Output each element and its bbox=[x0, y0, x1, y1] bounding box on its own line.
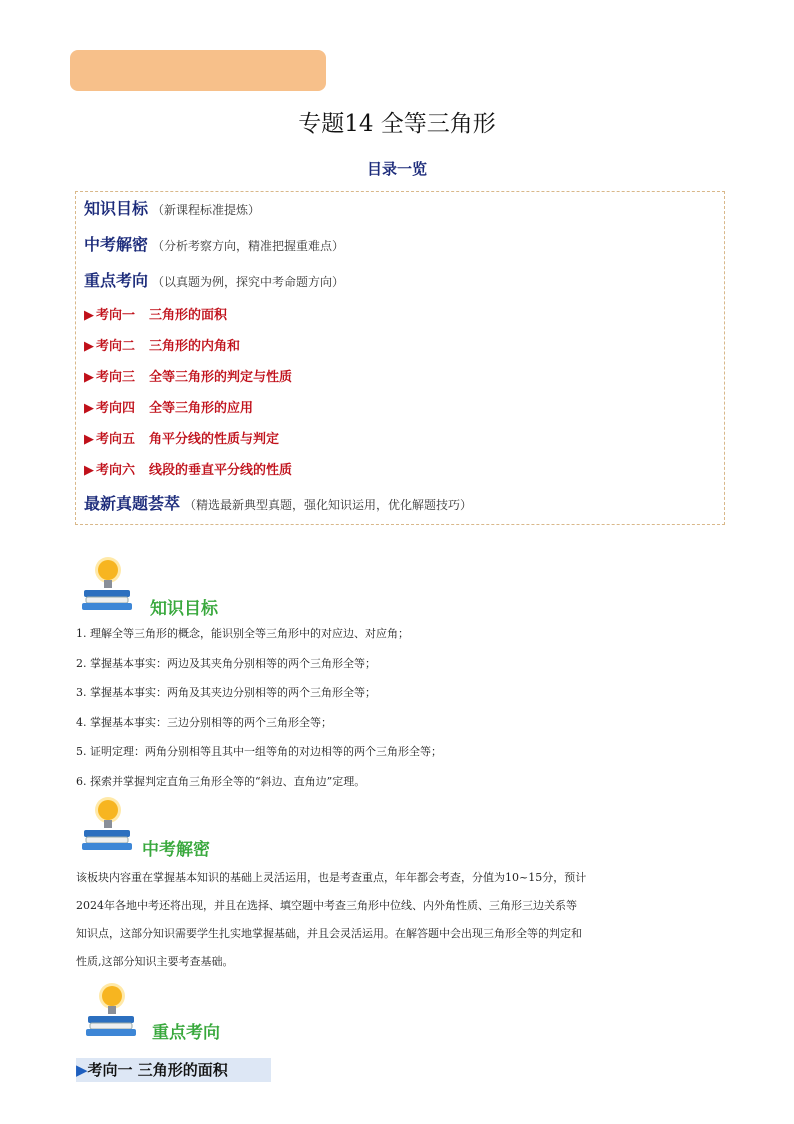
toc-item-prefix: 考向六 bbox=[96, 463, 136, 478]
toc-section-latest[interactable] bbox=[84, 491, 472, 514]
paragraph-line: 性质,这部分知识主要考查基础。 bbox=[76, 955, 234, 968]
toc-item-text: 三角形的面积 bbox=[149, 308, 228, 323]
lightbulb-books-icon bbox=[78, 552, 140, 614]
exam-analysis-paragraph bbox=[76, 864, 720, 976]
toc-item[interactable] bbox=[84, 366, 292, 385]
triangle-bullet-icon: ▶ bbox=[84, 308, 94, 323]
list-item: 1. 理解全等三角形的概念，能识别全等三角形中的对应边、对应角； bbox=[76, 627, 409, 640]
triangle-bullet-icon: ▶ bbox=[84, 463, 94, 478]
triangle-bullet-icon: ▶ bbox=[76, 1061, 88, 1079]
lightbulb-books-icon bbox=[82, 978, 144, 1040]
header-banner bbox=[70, 50, 326, 91]
toc-section-exam[interactable] bbox=[84, 232, 344, 255]
toc-item-prefix: 考向三 bbox=[96, 370, 136, 385]
kaoxiang-prefix: 考向一 bbox=[87, 1061, 133, 1079]
toc-item-text: 线段的垂直平分线的性质 bbox=[149, 463, 293, 478]
toc-item-prefix: 考向二 bbox=[96, 339, 136, 354]
kaoxiang-text: 三角形的面积 bbox=[137, 1061, 228, 1079]
toc-section-label: 最新真题荟萃 bbox=[84, 494, 181, 513]
list-item: 6. 探索并掌握判定直角三角形全等的“斜边、直角边”定理。 bbox=[76, 774, 366, 788]
toc-item[interactable] bbox=[84, 428, 279, 447]
list-item: 4. 掌握基本事实：三边分别相等的两个三角形全等； bbox=[76, 715, 332, 729]
section-title-key: 重点考向 bbox=[152, 1023, 220, 1043]
list-item: 5. 证明定理：两角分别相等且其中一组等角的对边相等的两个三角形全等； bbox=[76, 745, 442, 758]
toc-section-label: 重点考向 bbox=[84, 271, 149, 290]
toc-section-label: 知识目标 bbox=[84, 199, 149, 218]
triangle-bullet-icon: ▶ bbox=[84, 339, 94, 354]
page-title: 专题14 全等三角形 bbox=[298, 111, 496, 137]
toc-item[interactable] bbox=[84, 397, 253, 416]
toc-item-prefix: 考向一 bbox=[96, 308, 136, 323]
toc-item-prefix: 考向五 bbox=[96, 432, 136, 447]
toc-section-label: 中考解密 bbox=[84, 235, 149, 254]
toc-item-prefix: 考向四 bbox=[96, 401, 136, 416]
toc-section-knowledge[interactable] bbox=[84, 196, 260, 219]
list-item: 2. 掌握基本事实：两边及其夹角分别相等的两个三角形全等； bbox=[76, 656, 376, 670]
kaoxiang-heading[interactable] bbox=[76, 1058, 271, 1082]
toc-item-text: 全等三角形的判定与性质 bbox=[149, 370, 293, 385]
toc-item-text: 三角形的内角和 bbox=[149, 339, 241, 354]
triangle-bullet-icon: ▶ bbox=[84, 432, 94, 447]
triangle-bullet-icon: ▶ bbox=[84, 370, 94, 385]
triangle-bullet-icon: ▶ bbox=[84, 401, 94, 416]
toc-section-note: （分析考察方向，精准把握重难点） bbox=[152, 239, 345, 253]
lightbulb-books-icon bbox=[78, 792, 140, 854]
toc-box bbox=[75, 191, 725, 525]
section-title-knowledge: 知识目标 bbox=[150, 599, 218, 619]
paragraph-line: 知识点，这部分知识需要学生扎实地掌握基础，并且会灵活运用。在解答题中会出现三角形全等的判定和 bbox=[76, 927, 582, 940]
paragraph-line: 该板块内容重在掌握基本知识的基础上灵活运用，也是考查重点，年年都会考查，分值为10~15分，预计 bbox=[76, 871, 587, 884]
toc-item[interactable] bbox=[84, 304, 227, 323]
toc-heading: 目录一览 bbox=[366, 160, 427, 178]
section-title-exam: 中考解密 bbox=[142, 840, 210, 860]
toc-section-note: （以真题为例，探究中考命题方向） bbox=[152, 275, 345, 289]
toc-section-note: （精选最新典型真题，强化知识运用，优化解题技巧） bbox=[184, 498, 473, 512]
knowledge-list bbox=[76, 624, 726, 801]
paragraph-line: 2024年各地中考还将出现，并且在选择、填空题中考查三角形中位线、内外角性质、三角形三边关系等 bbox=[76, 899, 577, 912]
toc-section-key[interactable] bbox=[84, 268, 344, 291]
toc-section-note: （新课程标准提炼） bbox=[152, 203, 261, 217]
toc-item[interactable] bbox=[84, 459, 292, 478]
toc-item-text: 全等三角形的应用 bbox=[149, 401, 254, 416]
list-item: 3. 掌握基本事实：两角及其夹边分别相等的两个三角形全等； bbox=[76, 686, 376, 699]
toc-item-text: 角平分线的性质与判定 bbox=[149, 432, 280, 447]
toc-item[interactable] bbox=[84, 335, 240, 354]
